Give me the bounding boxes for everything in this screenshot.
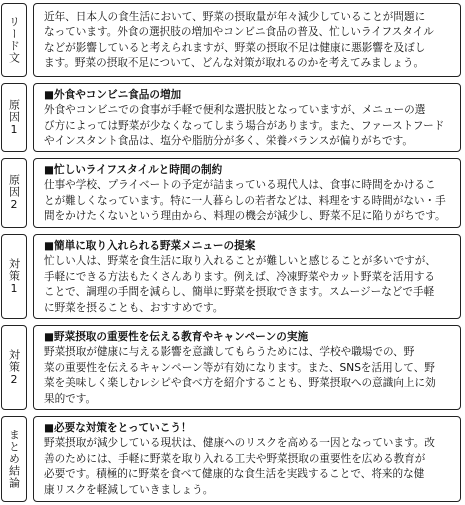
cause-1-section [0,83,465,152]
section-content [33,158,461,228]
section-tag-text: 原因1 [7,98,21,137]
body-line: ます。野菜の摂取不足について、どんな対策が取れるのかを考えてみましょう。 [44,57,425,70]
body-line: 菜の重要性を伝えるキャンペーン等が有効になります。また、SNSを活用して、野 [44,361,435,374]
body-line: び方によっては野菜が少なくなってしまう場合があります。また、ファーストフード [44,119,445,132]
body-line: 必要です。積極的に野菜を食べて健康的な食生活を実践することで、将来的な健 [44,468,425,481]
section-tag [1,83,27,152]
body-line: やインスタント食品は、塩分や脂肪分が多く、栄養バランスが偏りがちです。 [44,135,413,148]
section-tag [1,234,27,319]
section-content [33,416,461,502]
section-tag [1,158,27,228]
section-heading: ■簡単に取り入れられる野菜メニューの提案 [44,240,256,252]
section-heading: ■必要な対策をとっていこう！ [44,422,192,434]
body-line: 忙しい人は、野菜を食生活に取り入れることが難しいと感じることが多いですが、 [44,255,436,268]
lead-section [0,3,465,77]
measure-1-section [0,234,465,319]
body-line: 手軽にできる方法もたくさんあります。例えば、冷凍野菜やカット野菜を活用する [44,270,436,283]
section-heading: ■外食やコンビニ食品の増加 [44,89,182,101]
section-heading: ■野菜摂取の重要性を伝える教育やキャンペーンの実施 [44,331,309,343]
section-content [33,3,461,77]
body-line: 野菜摂取が健康に与える影響を意識してもらうためには、学校や職場での、野 [44,346,415,359]
body-line: 善のためには、手軽に野菜を取り入れる工夫や野菜摂取の重要性を広める教育が [44,452,426,465]
body-line: などが影響していると考えられますが、野菜の摂取不足は健康に悪影響を及ぼし [44,41,426,54]
body-line: 間をかけたくないという理由から、料理の機会が減少し、野菜不足に陥りがちです。 [44,210,446,223]
body-line: 果的です。 [44,392,97,405]
section-tag-text: 対策1 [7,257,21,296]
cause-2-section [0,158,465,228]
body-line: とが難しくなっています。特に一人暮らしの若者などは、料理をする時間がない・手 [44,194,446,207]
measure-2-section [0,325,465,410]
section-tag-text: まとめ結論 [7,429,21,489]
body-line: 仕事や学校、プライベートの予定が詰まっている現代人は、食事に時間をかけるこ [44,179,436,192]
body-line: なっています。外食の選択肢の増加やコンビニ食品の普及、忙しいライフスタイル [44,26,434,39]
section-content [33,234,461,319]
section-heading: ■忙しいライフスタイルと時間の制約 [44,164,223,176]
body-line: ことで、調理の手間を減らし、簡単に野菜を摂取できます。スムージーなどで手軽 [44,286,435,299]
section-tag [1,416,27,502]
conclusion-section [0,416,465,502]
body-line: 康リスクを軽減していきましょう。 [44,483,214,496]
body-line: に野菜を摂ることも、おすすめです。 [44,301,224,314]
body-line: 野菜摂取が減少している現状は、健康へのリスクを高める一因となっています。改 [44,437,435,450]
section-tag-text: リード文 [7,16,21,64]
section-content [33,325,461,410]
body-line: 外食やコンビニでの食事が手軽で便利な選択肢となっていますが、メニューの選 [44,104,426,117]
section-tag [1,3,27,77]
body-line: 菜を美味しく楽しむレシピや食べ方を紹介することも、野菜摂取への意識向上に効 [44,377,436,390]
section-tag-text: 原因2 [7,174,21,212]
section-tag [1,325,27,410]
section-content [33,83,461,152]
section-tag-text: 対策2 [7,348,21,387]
body-line: 近年、日本人の食生活において、野菜の摂取量が年々減少していることが問題に [44,11,426,23]
